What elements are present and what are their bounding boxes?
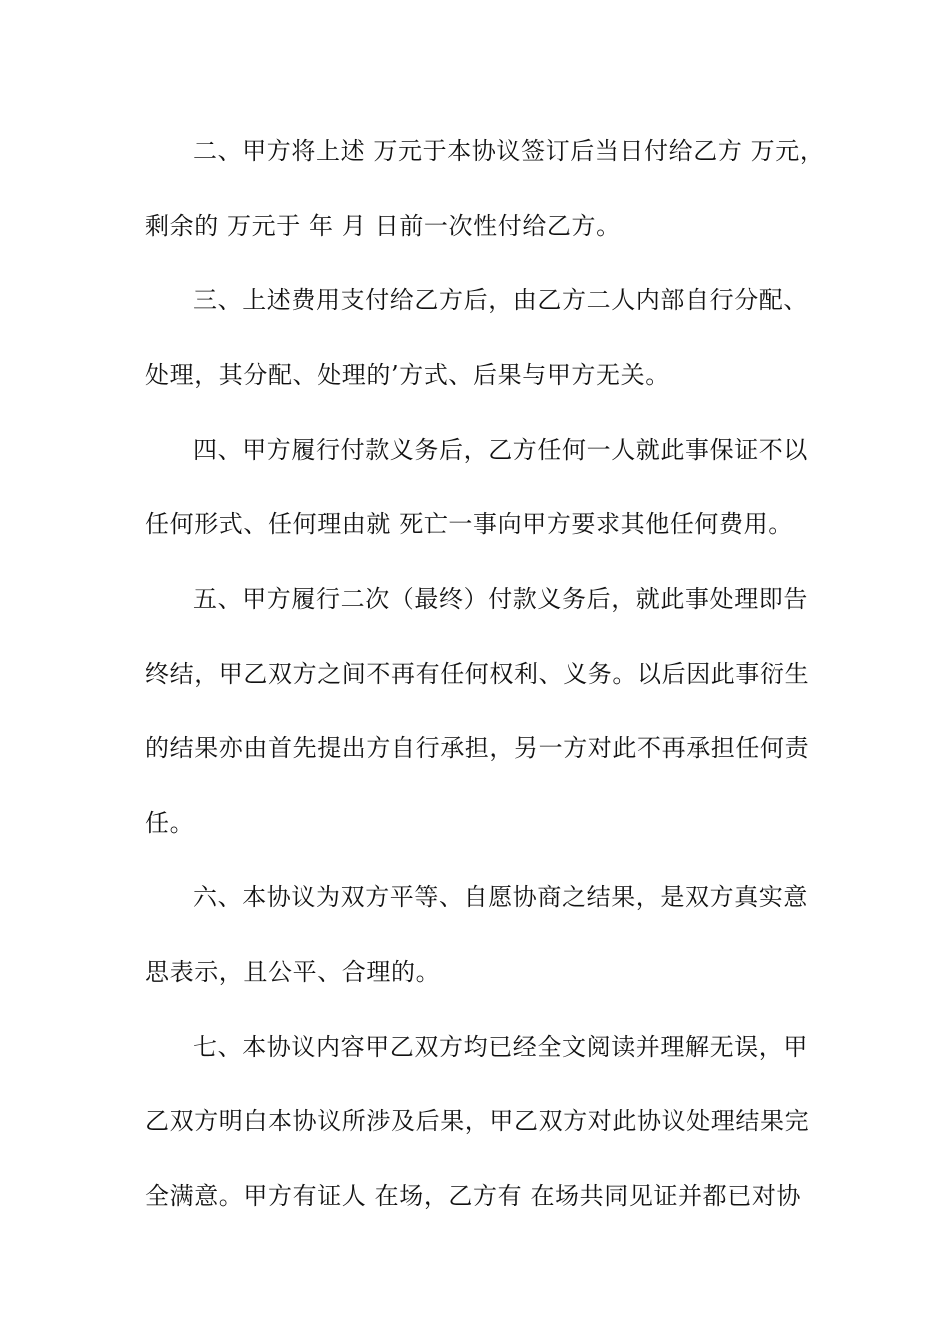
paragraph-3-line-1: 三、上述费用支付给乙方后，由乙方二人内部自行分配、 xyxy=(193,286,808,314)
paragraph-2-line-2: 剩余的 万元于 年 月 日前一次性付给乙方。 xyxy=(145,212,621,240)
paragraph-5-line-3: 的结果亦由首先提出方自行承担，另一方对此不再承担任何责 xyxy=(145,734,810,762)
paragraph-6-line-2: 思表示，且公平、合理的。 xyxy=(145,958,441,986)
paragraph-5-line-2: 终结，甲乙双方之间不再有任何权利、义务。以后因此事衍生 xyxy=(145,660,810,688)
paragraph-7-line-2: 乙双方明白本协议所涉及后果，甲乙双方对此协议处理结果完 xyxy=(145,1107,810,1135)
paragraph-2-line-1: 二、甲方将上述 万元于本协议签订后当日付给乙方 万元， xyxy=(193,137,825,165)
paragraph-7-line-1: 七、本协议内容甲乙双方均已经全文阅读并理解无误，甲 xyxy=(193,1033,808,1061)
paragraph-4-line-2: 任何形式、任何理由就 死亡一事向甲方要求其他任何费用。 xyxy=(145,510,793,538)
paragraph-5-line-4: 任。 xyxy=(145,809,195,837)
paragraph-3-line-2: 处理，其分配、处理的’方式、后果与甲方无关。 xyxy=(145,361,670,389)
paragraph-4-line-1: 四、甲方履行付款义务后，乙方任何一人就此事保证不以 xyxy=(193,436,808,464)
paragraph-7-line-3: 全满意。甲方有证人 在场，乙方有 在场共同见证并都已对协 xyxy=(145,1182,802,1210)
paragraph-5-line-1: 五、甲方履行二次（最终）付款义务后，就此事处理即告 xyxy=(193,585,808,613)
paragraph-6-line-1: 六、本协议为双方平等、自愿协商之结果，是双方真实意 xyxy=(193,883,808,911)
